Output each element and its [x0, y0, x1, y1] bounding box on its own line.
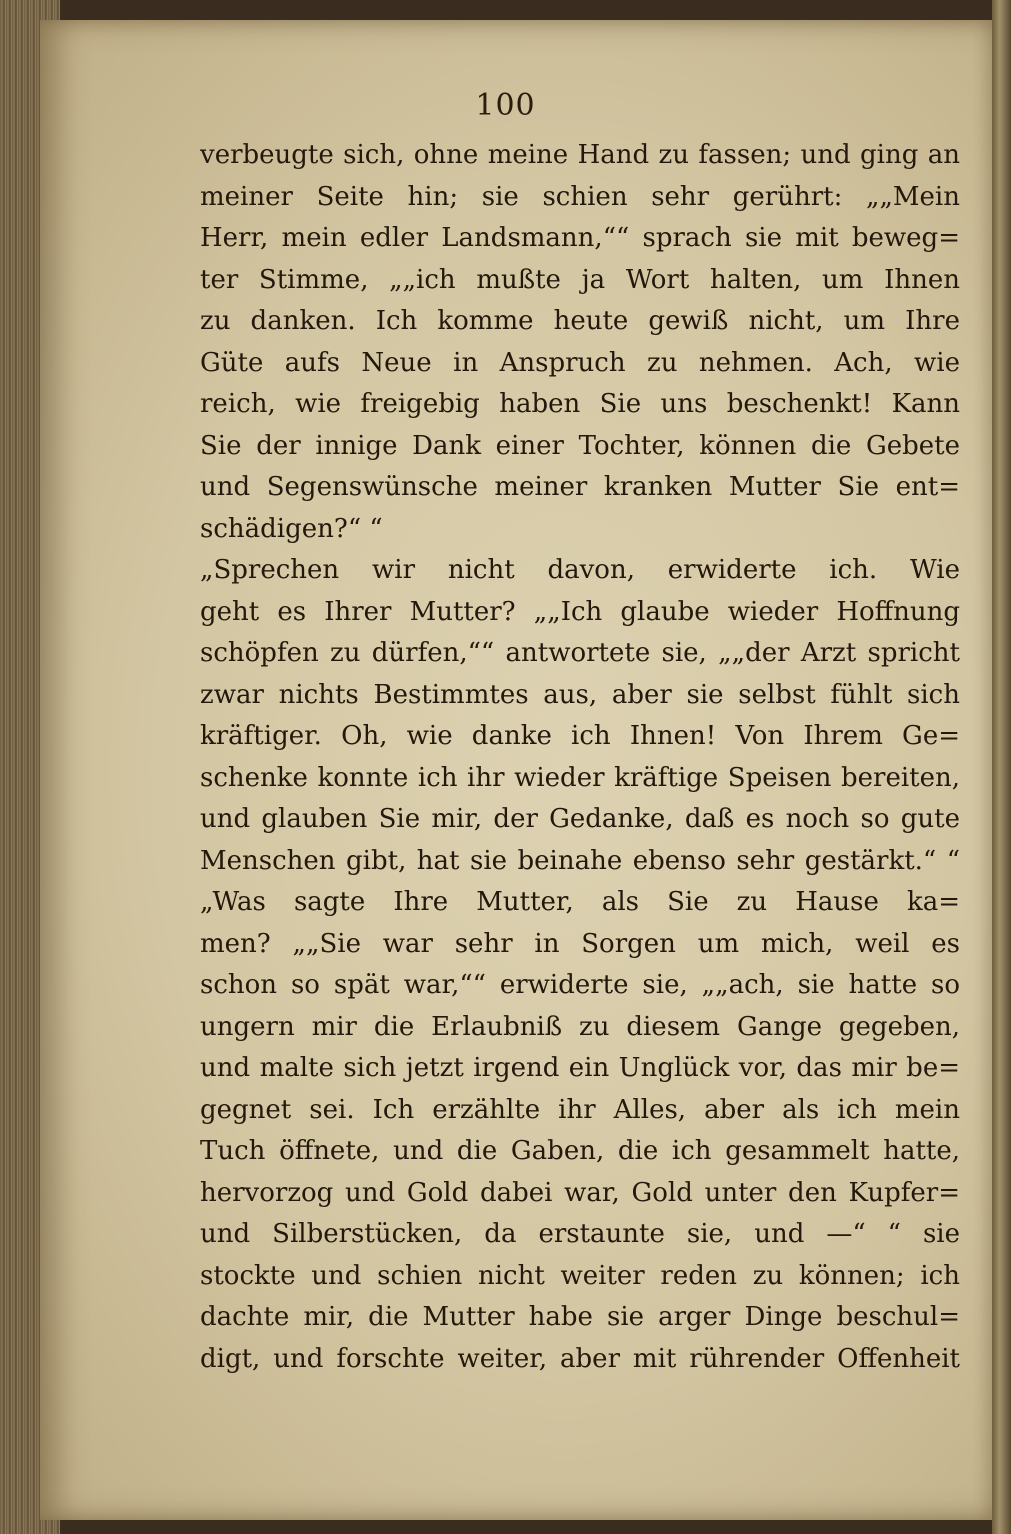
text-line: zwar nichts Bestimmtes aus, aber sie selbst fühlt sich	[200, 679, 960, 710]
text-line: reich, wie freigebig haben Sie uns beschenkt! Kann	[200, 389, 960, 419]
text-line: schöpfen zu dürfen,““ antwortete sie, „„der Arzt spricht	[200, 638, 960, 668]
text-line: und Segenswünsche meiner kranken Mutter Sie ent=	[200, 472, 960, 502]
text-line: und Silberstücken, da erstaunte sie, und —“ “ sie	[200, 1219, 960, 1249]
text-line: und malte sich jetzt irgend ein Unglück vor, das mir be=	[200, 1053, 960, 1083]
text-line: ter Stimme, „„ich mußte ja Wort halten, um Ihnen	[200, 264, 960, 295]
text-line: „Sprechen wir nicht davon, erwiderte ich. Wie	[200, 555, 960, 585]
page-number: 100	[475, 88, 536, 123]
text-line: und glauben Sie mir, der Gedanke, daß es noch so gute	[200, 804, 960, 834]
body-text	[200, 135, 960, 1380]
text-line: stockte und schien nicht weiter reden zu können; ich	[200, 1260, 960, 1291]
text-line: „Was sagte Ihre Mutter, als Sie zu Hause ka=	[200, 887, 960, 917]
text-line: Herr, mein edler Landsmann,““ sprach sie mit beweg=	[200, 223, 960, 253]
text-line: men? „„Sie war sehr in Sorgen um mich, weil es	[200, 928, 960, 959]
binding-edge	[992, 0, 1011, 1534]
text-line: schon so spät war,““ erwiderte sie, „„ach, sie hatte so	[200, 970, 960, 1000]
text-line: geht es Ihrer Mutter? „„Ich glaube wieder Hoffnung	[200, 596, 960, 627]
text-line: Menschen gibt, hat sie beinahe ebenso sehr gestärkt.“ “	[200, 845, 960, 876]
text-line: kräftiger. Oh, wie danke ich Ihnen! Von Ihrem Ge=	[200, 721, 960, 751]
text-line: Güte aufs Neue in Anspruch zu nehmen. Ach, wie	[200, 347, 960, 378]
text-line: zu danken. Ich komme heute gewiß nicht, um Ihre	[200, 306, 960, 336]
text-line: meiner Seite hin; sie schien sehr gerührt: „„Mein	[200, 181, 960, 212]
text-line: verbeugte sich, ohne meine Hand zu fassen; und ging an	[200, 140, 960, 170]
text-line: ungern mir die Erlaubniß zu diesem Gange gegeben,	[200, 1011, 960, 1042]
text-line: hervorzog und Gold dabei war, Gold unter den Kupfer=	[200, 1177, 960, 1208]
text-line: schenke konnte ich ihr wieder kräftige Speisen bereiten,	[200, 762, 960, 793]
text-line: schädigen?“ “	[200, 513, 383, 544]
text-line: dachte mir, die Mutter habe sie arger Dinge beschul=	[200, 1302, 960, 1332]
text-line: digt, und forschte weiter, aber mit rührender Offenheit	[200, 1343, 960, 1374]
text-line: Sie der innige Dank einer Tochter, können die Gebete	[200, 430, 960, 461]
text-line: gegnet sei. Ich erzählte ihr Alles, aber als ich mein	[200, 1094, 960, 1125]
text-line: Tuch öffnete, und die Gaben, die ich gesammelt hatte,	[200, 1136, 960, 1166]
